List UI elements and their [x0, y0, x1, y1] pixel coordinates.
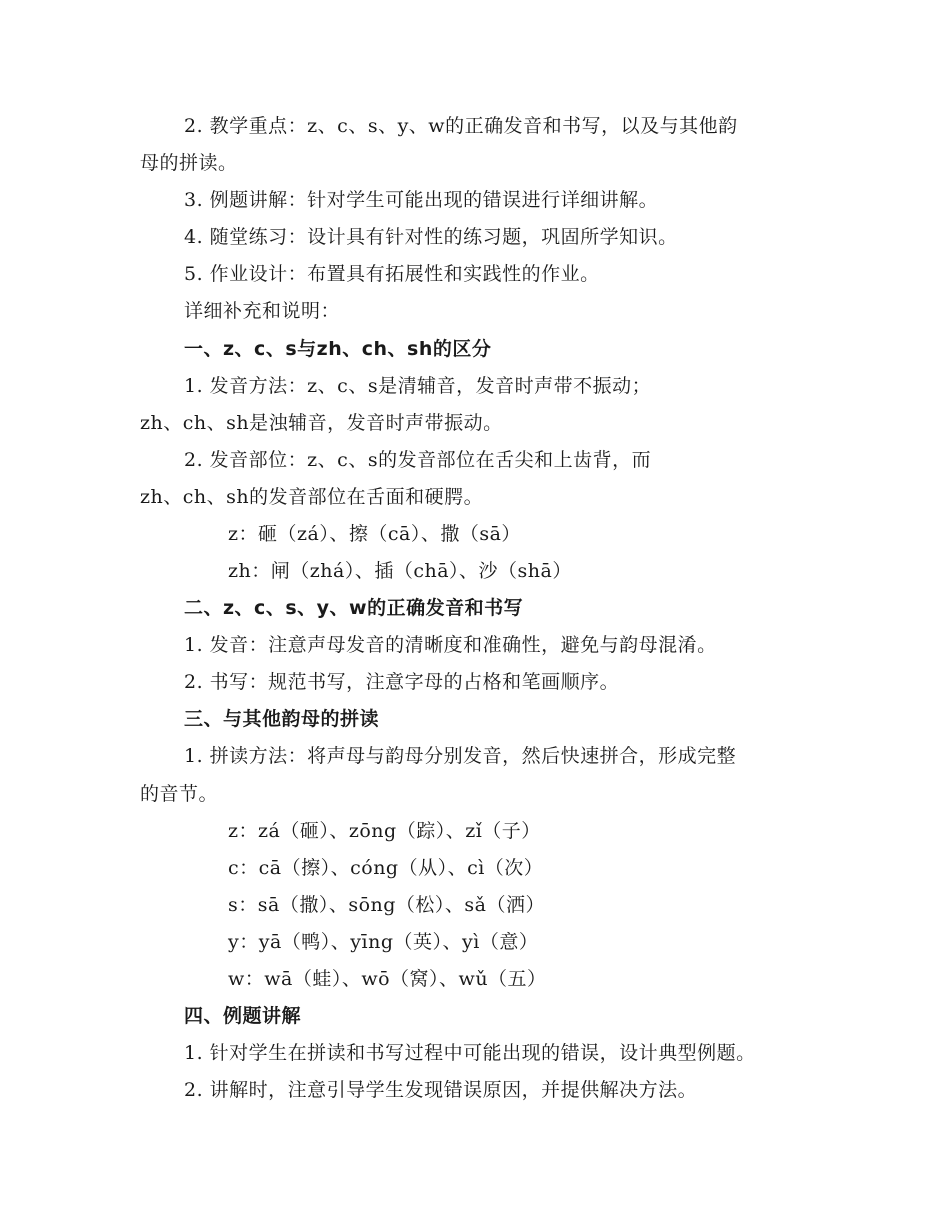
paragraph-line: zh、ch、sh的发音部位在舌面和硬腭。	[140, 486, 484, 508]
section-heading: 四、例题讲解	[184, 1005, 302, 1027]
example-line: w：wā（蛙）、wō（窝）、wǔ（五）	[228, 968, 547, 990]
section-heading: 二、z、c、s、y、w的正确发音和书写	[184, 597, 524, 619]
example-line: zh：闸（zhá）、插（chā）、沙（shā）	[228, 560, 572, 582]
paragraph-line: 3. 例题讲解：针对学生可能出现的错误进行详细讲解。	[184, 189, 659, 211]
paragraph-line: 2. 发音部位：z、c、s的发音部位在舌尖和上齿背，而	[184, 449, 652, 471]
paragraph-line: 2. 书写：规范书写，注意字母的占格和笔画顺序。	[184, 671, 620, 693]
section-heading: 三、与其他韵母的拼读	[184, 708, 380, 730]
paragraph-line: 4. 随堂练习：设计具有针对性的练习题，巩固所学知识。	[184, 226, 678, 248]
paragraph-line: 2. 教学重点：z、c、s、y、w的正确发音和书写，以及与其他韵	[184, 115, 738, 137]
paragraph-line: 1. 针对学生在拼读和书写过程中可能出现的错误，设计典型例题。	[184, 1042, 756, 1064]
paragraph-line: 的音节。	[140, 783, 219, 805]
paragraph-line: 2. 讲解时，注意引导学生发现错误原因，并提供解决方法。	[184, 1079, 698, 1101]
section-heading: 一、z、c、s与zh、ch、sh的区分	[184, 338, 492, 360]
paragraph-line: 1. 拼读方法：将声母与韵母分别发音，然后快速拼合，形成完整	[184, 745, 737, 767]
example-line: s：sā（撒）、sōng（松）、sǎ（洒）	[228, 894, 545, 916]
example-line: c：cā（擦）、cóng（从）、cì（次）	[228, 857, 544, 879]
example-line: z：砸（zá）、擦（cā）、撒（sā）	[228, 523, 521, 545]
paragraph-line: 5. 作业设计：布置具有拓展性和实践性的作业。	[184, 263, 600, 285]
paragraph-line: 1. 发音方法：z、c、s是清辅音，发音时声带不振动；	[184, 375, 652, 397]
example-line: z：zá（砸）、zōng（踪）、zǐ（子）	[228, 820, 541, 842]
paragraph-line: zh、ch、sh是浊辅音，发音时声带振动。	[140, 412, 503, 434]
example-line: y：yā（鸭）、yīng（英）、yì（意）	[228, 931, 539, 953]
paragraph-line: 详细补充和说明：	[184, 300, 341, 322]
paragraph-line: 母的拼读。	[140, 152, 238, 174]
paragraph-line: 1. 发音：注意声母发音的清晰度和准确性，避免与韵母混淆。	[184, 634, 717, 656]
